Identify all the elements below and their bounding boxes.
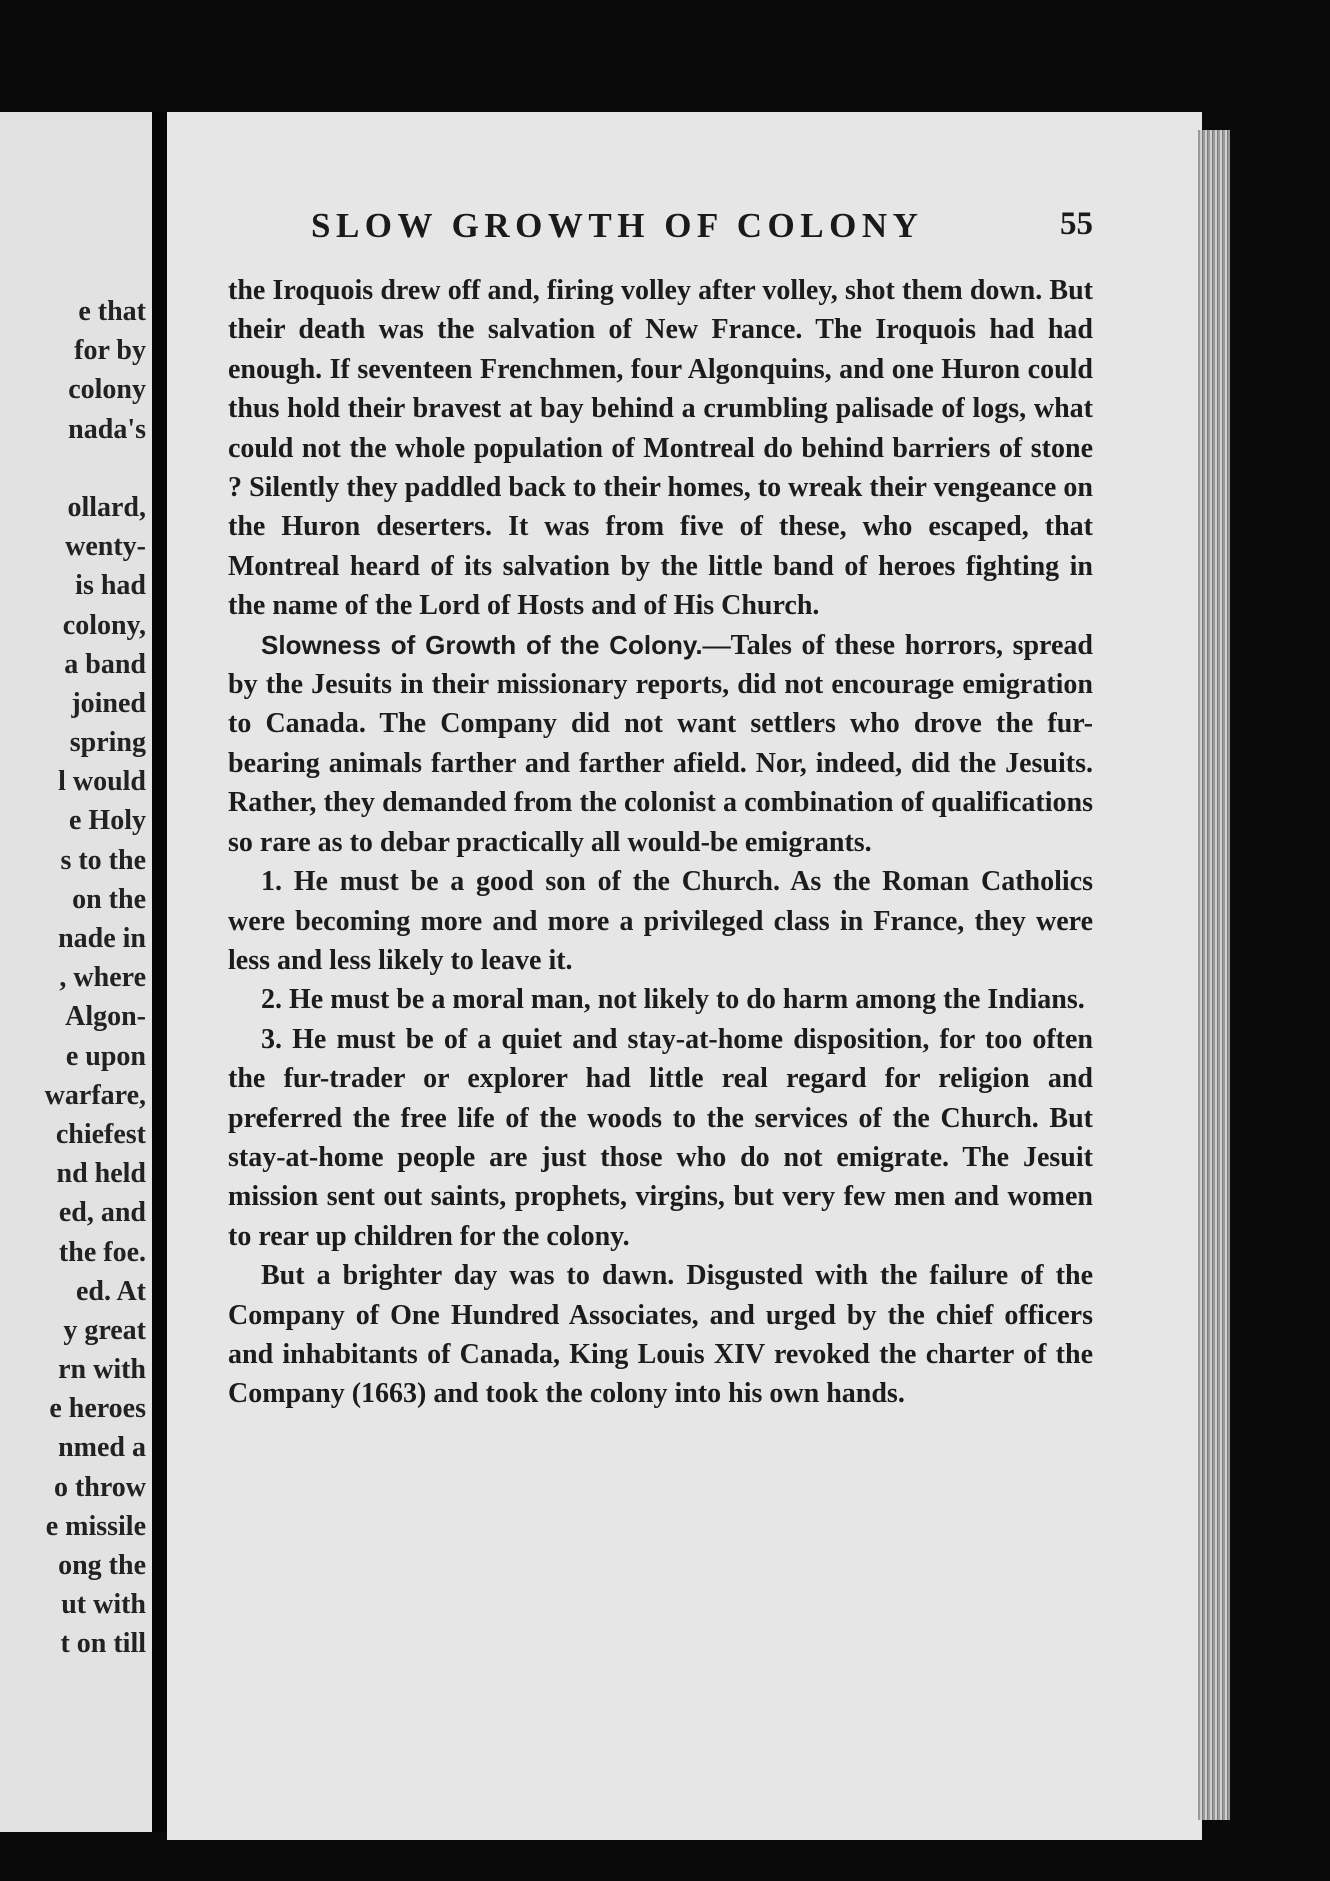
paragraph-text: —Tales of these horrors, spread by the Jesuits in their missionary reports, did not encourage emigration to Canada. The Company did not want settlers who drove the fur-bearing animals farther and farther afield. Nor, indeed, did the Jesuits. Rather, they demanded from the colonist a combination of qualifications so rare as to debar practically all would-be emigrants.	[228, 629, 1093, 858]
facing-line: e that	[78, 296, 146, 327]
facing-line: e upon	[65, 1040, 146, 1072]
paragraph: 1. He must be a good son of the Church. As the Roman Catholics were becoming more and more a privileged class in France, they were less and less likely to leave it.	[228, 866, 1093, 976]
page-stack-edge	[1198, 130, 1230, 1820]
facing-line: ollard,	[67, 491, 146, 523]
facing-line: ong the	[58, 1550, 146, 1581]
facing-line: a band	[64, 648, 146, 680]
facing-line: ed. At	[76, 1275, 146, 1307]
facing-line: o throw	[53, 1471, 146, 1503]
facing-line: Algon-	[65, 1001, 146, 1033]
facing-line: ed, and	[58, 1197, 146, 1229]
section-heading: Slowness of Growth of the Colony.	[261, 629, 703, 660]
page-body	[228, 271, 1093, 1414]
facing-page	[0, 112, 154, 1832]
facing-line: is had	[75, 570, 146, 602]
paragraph: 3. He must be of a quiet and stay-at-home disposition, for too often the fur-trader or explorer had little real regard for religion and preferred the free life of the woods to the services of the Church. But stay-at-home people are just those who do not emigrate. The Jesuit mission sent out saints, prophets, virgins, but very few men and women to rear up children for the colony.	[228, 1023, 1093, 1252]
facing-line: e missile	[45, 1510, 146, 1542]
facing-line: e Holy	[69, 805, 146, 837]
facing-line: warfare,	[44, 1079, 146, 1111]
facing-line: nmed a	[58, 1432, 146, 1464]
facing-line: chiefest	[55, 1118, 146, 1150]
facing-line: e heroes	[49, 1393, 146, 1425]
facing-line: rn with	[58, 1354, 146, 1386]
facing-line: joined	[71, 687, 146, 719]
facing-line: nade in	[58, 923, 146, 954]
facing-line: the foe.	[58, 1236, 146, 1268]
facing-line: spring	[69, 727, 146, 759]
facing-line: colony,	[62, 609, 146, 641]
book-page	[167, 112, 1202, 1840]
facing-line: , where	[59, 962, 146, 994]
facing-line	[6, 449, 146, 488]
facing-line: colony	[68, 374, 146, 406]
facing-line: s to the	[60, 844, 146, 876]
paragraph: But a brighter day was to dawn. Disgusted with the failure of the Company of One Hundred Associates, and urged by the chief officers and inhabitants of Canada, King Louis XIV revoked the charter of the Company (1663) and took the colony into his own hands.	[228, 1260, 1093, 1410]
facing-line: y great	[63, 1314, 146, 1346]
facing-line: l would	[58, 766, 146, 798]
facing-line: on the	[72, 883, 146, 915]
paragraph: the Iroquois drew off and, firing volley after volley, shot them down. But their death was the salvation of New France. The Iroquois had had enough. If seventeen Frenchmen, four Algonquins, and one Huron could thus hold their bravest at bay behind a crumbling palisade of logs, what could not the whole population of Montreal do behind barriers of stone ? Silently they paddled back to their homes, to wreak their vengeance on the Huron deserters. It was from five of these, who escaped, that Montreal heard of its salvation by the little band of heroes fighting in the name of the Lord of Hosts and of His Church.	[228, 275, 1093, 622]
facing-line: t on till	[60, 1628, 146, 1660]
page-number: 55	[1060, 206, 1093, 242]
facing-line: ut with	[61, 1589, 146, 1621]
facing-line: wenty-	[65, 531, 146, 563]
facing-line: nd held	[56, 1158, 146, 1190]
facing-line: nada's	[68, 413, 146, 445]
running-head: SLOW GROWTH OF COLONY	[311, 206, 924, 245]
book-gutter	[152, 112, 168, 1832]
paragraph-with-heading	[228, 626, 1093, 862]
facing-page-text	[6, 292, 146, 1664]
facing-line: for by	[74, 335, 146, 367]
paragraph: 2. He must be a moral man, not likely to do harm among the Indians.	[261, 984, 1085, 1016]
